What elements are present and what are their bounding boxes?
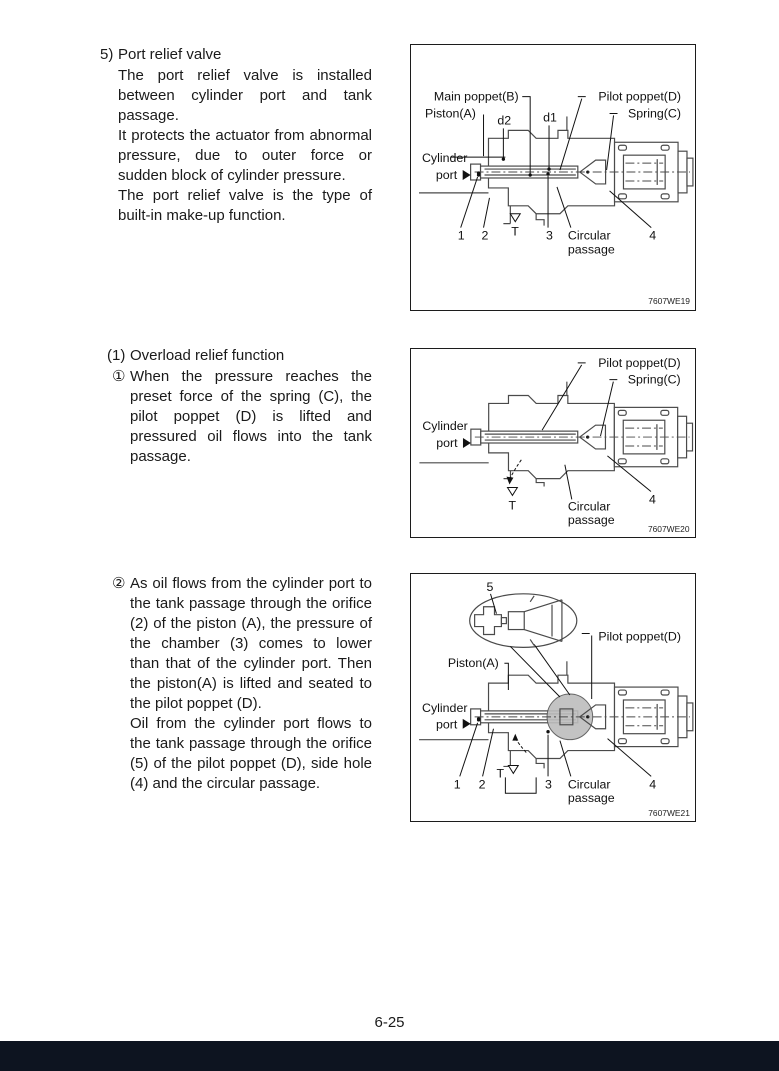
label-3: 3 (546, 228, 553, 243)
label-pilot-poppet: Pilot poppet(D) (598, 355, 681, 370)
label-t: T (511, 224, 519, 239)
label-circular: Circular (567, 499, 611, 514)
section-number: 5) (100, 46, 114, 63)
label-circular: Circular (567, 228, 611, 243)
port-arrow-icon (463, 170, 471, 180)
label-pilot-poppet: Pilot poppet(D) (598, 89, 682, 104)
item-text (130, 574, 372, 794)
section-heading-overload (107, 346, 397, 366)
label-passage: passage (567, 242, 615, 257)
valve-diagram-2 (411, 349, 695, 537)
footer-bar (0, 1041, 779, 1071)
label-main-poppet: Main poppet(B) (433, 89, 519, 104)
label-4: 4 (648, 492, 656, 507)
paragraph: It protects the actuator from abnormal pressure, due to outer force or sudden block of cylinder pressure. (118, 127, 372, 184)
paragraph: The port relief valve is the type of built-in make-up function. (118, 187, 372, 224)
valve-cross-section (419, 116, 693, 225)
figure-code: 7607WE20 (647, 524, 690, 535)
figure-code: 7607WE19 (648, 296, 690, 307)
label-passage: passage (567, 791, 615, 806)
label-t: T (508, 498, 517, 513)
port-arrow-icon (463, 719, 471, 729)
section-heading-port-relief (100, 45, 380, 65)
section-title: Overload relief function (130, 347, 285, 364)
port-arrow-icon (463, 438, 471, 448)
valve-diagram-3 (411, 574, 695, 821)
figure-port-relief-valve (410, 44, 696, 311)
label-d1: d1 (543, 110, 557, 125)
label-spring: Spring(C) (628, 106, 682, 121)
label-piston: Piston(A) (447, 656, 499, 671)
tank-symbol-icon (507, 488, 517, 496)
overload-item-2 (112, 574, 372, 794)
label-4: 4 (649, 777, 657, 792)
item-paragraph: As oil flows from the cylinder port to the tank passage through the orifice (2) of the piston (A), the pressure of the chamber (3) comes to lower than that of the cylinder port. Then the piston(A) is lifted and seated to the pilot poppet (D). (130, 575, 372, 712)
item-marker: ② (112, 575, 126, 592)
figure-overload-relief-2 (410, 573, 696, 822)
tank-symbol-icon (510, 214, 520, 222)
overload-item-1 (112, 367, 372, 467)
item-paragraph: Oil from the cylinder port flows to the tank passage through the orifice (5) of the pilot poppet (D), side hole (4) and the circular passage. (130, 715, 372, 792)
label-port: port (435, 167, 458, 182)
label-1: 1 (457, 228, 465, 243)
label-port: port (435, 717, 458, 732)
section-number: (1) (107, 347, 126, 364)
valve-diagram-1 (411, 45, 695, 310)
section-title: Port relief valve (118, 46, 222, 63)
label-2: 2 (481, 228, 489, 243)
figure-overload-relief-1 (410, 348, 696, 538)
label-pilot-poppet: Pilot poppet(D) (598, 629, 681, 644)
port-relief-paragraphs (118, 66, 372, 226)
label-1: 1 (453, 777, 461, 792)
figure-code: 7607WE21 (648, 808, 690, 819)
label-5: 5 (486, 579, 494, 594)
page-number: 6-25 (374, 1014, 405, 1031)
label-d2: d2 (497, 113, 512, 128)
item-text: When the pressure reaches the preset force of the spring (C), the pilot poppet (D) is lifted and pressured oil flows into the tank passage. (130, 368, 372, 465)
item-marker: ① (112, 368, 126, 385)
label-4: 4 (649, 228, 657, 243)
highlight-circle (547, 694, 593, 740)
paragraph: The port relief valve is installed between cylinder port and tank passage. (118, 67, 372, 124)
label-3: 3 (545, 777, 552, 792)
detail-callout-ellipse (470, 594, 577, 648)
label-port: port (436, 435, 458, 450)
tank-symbol-icon (508, 765, 518, 773)
label-spring: Spring(C) (627, 372, 681, 387)
label-2: 2 (478, 777, 486, 792)
valve-cross-section (419, 382, 692, 487)
label-cylinder: Cylinder (422, 419, 468, 434)
label-cylinder: Cylinder (422, 700, 468, 715)
label-passage: passage (567, 513, 615, 528)
label-cylinder: Cylinder (421, 151, 468, 166)
label-t: T (496, 766, 505, 781)
label-piston: Piston(A) (424, 106, 476, 121)
label-circular: Circular (567, 777, 611, 792)
